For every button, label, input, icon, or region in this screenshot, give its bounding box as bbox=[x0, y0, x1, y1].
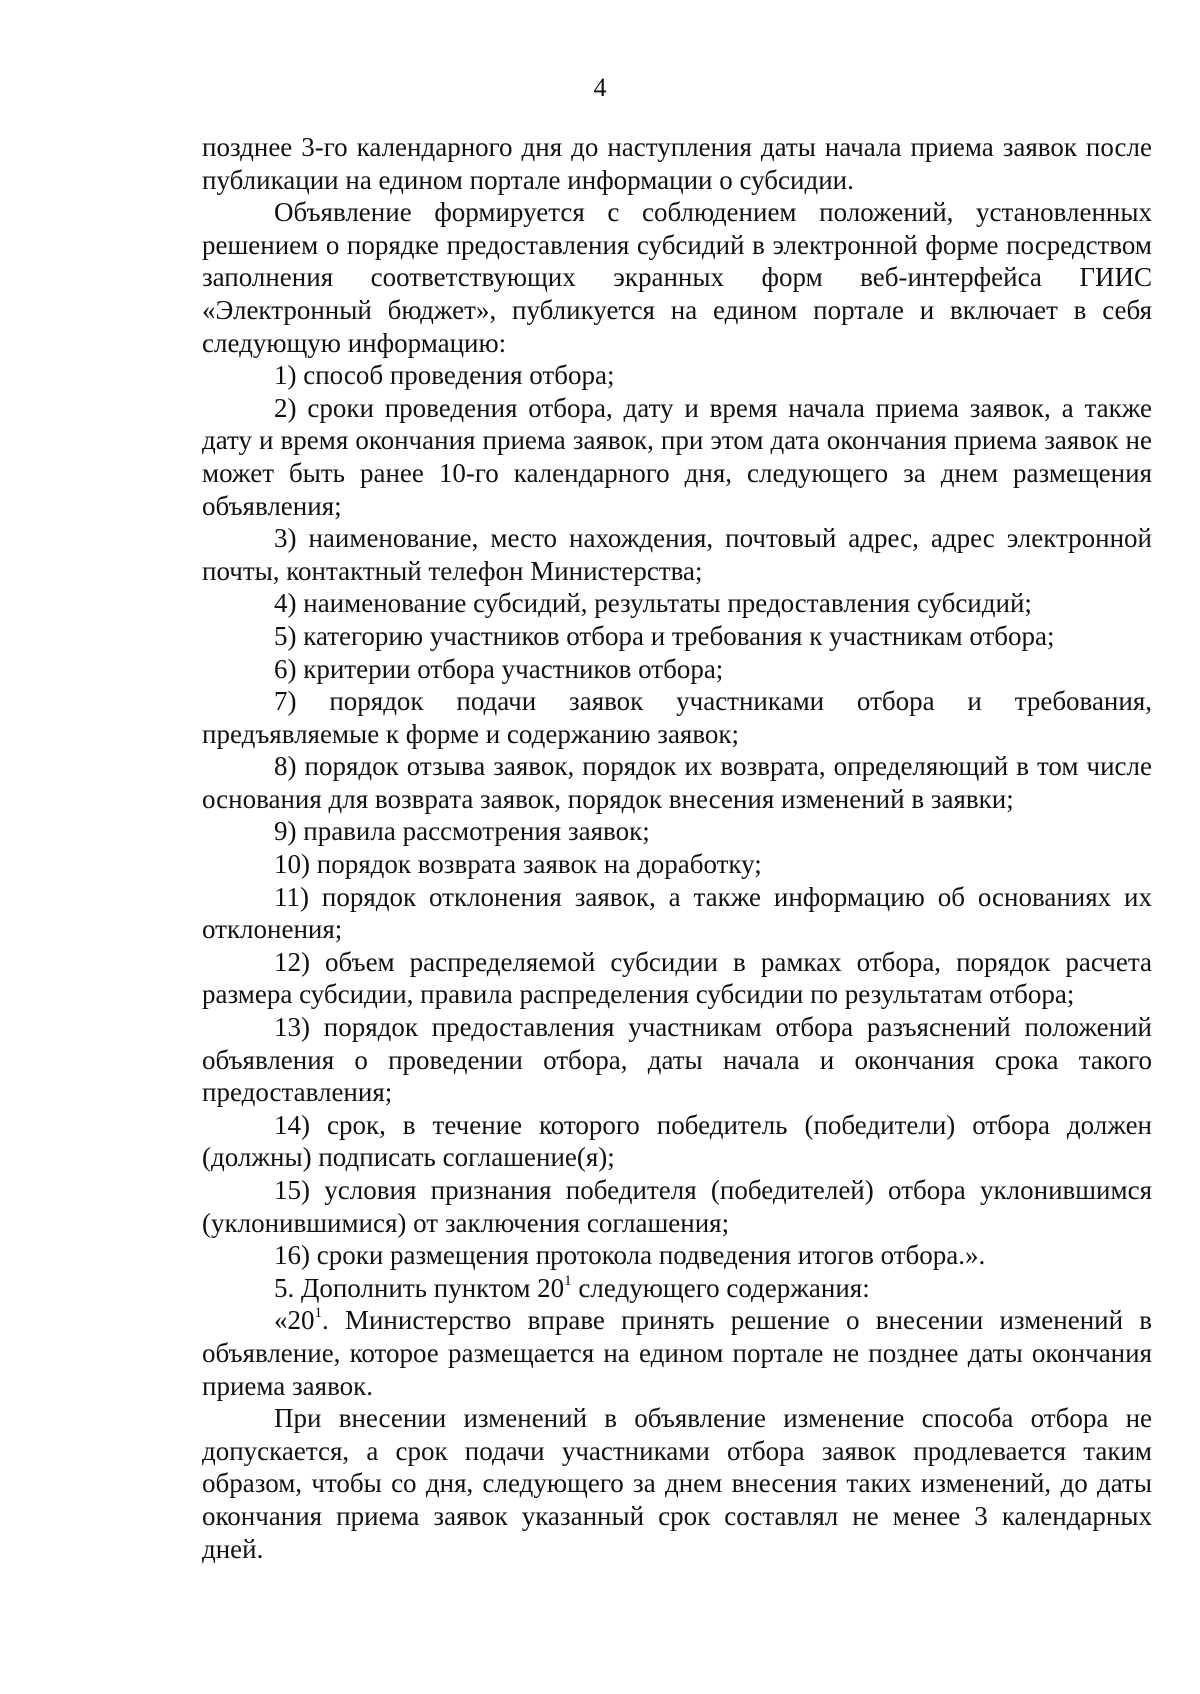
list-item: 4) наименование субсидий, результаты предоставления субсидий; bbox=[274, 588, 1032, 619]
paragraph: Объявление формируется с соблюдением положений, установленных решением о порядке предоставления субсидий в электронной форме посредством заполнения соответствующих экранных форм веб-интерфейса ГИИС «Электронный бюджет», публикуется на едином портале и включает в себя следующую информацию: bbox=[202, 197, 1152, 358]
list-item: 10) порядок возврата заявок на доработку; bbox=[274, 849, 762, 880]
paragraph: При внесении изменений в объявление изменение способа отбора не допускается, а срок подачи участниками отбора заявок продлевается таким образом, чтобы со дня, следующего за днем внесения таких изменений, до даты окончания приема заявок указанный срок составлял не менее 3 календарных дней. bbox=[202, 1403, 1152, 1564]
list-item: 16) сроки размещения протокола подведения итогов отбора.». bbox=[274, 1240, 986, 1271]
page-number: 4 bbox=[593, 73, 607, 102]
list-item: 9) правила рассмотрения заявок; bbox=[274, 816, 650, 847]
clause-20-1-number: «20 bbox=[274, 1305, 315, 1336]
list-item: 1) способ проведения отбора; bbox=[274, 360, 615, 391]
document-body bbox=[202, 131, 1152, 1565]
list-item: 11) порядок отклонения заявок, а также информацию об основаниях их отклонения; bbox=[202, 881, 1152, 945]
list-item: 13) порядок предоставления участникам отбора разъяснений положений объявления о проведении отбора, даты начала и окончания срока такого предоставления; bbox=[202, 1012, 1152, 1108]
superscript: 1 bbox=[564, 1272, 572, 1289]
superscript: 1 bbox=[314, 1305, 322, 1322]
amendment-item-5 bbox=[202, 1272, 1152, 1305]
clause-20-1 bbox=[202, 1304, 1152, 1402]
list-item: 12) объем распределяемой субсидии в рамках отбора, порядок расчета размера субсидии, правила распределения субсидии по результатам отбора; bbox=[202, 946, 1152, 1010]
list-item: 14) срок, в течение которого победитель (победители) отбора должен (должны) подписать соглашение(я); bbox=[202, 1109, 1152, 1173]
amendment-item-5-tail: следующего содержания: bbox=[571, 1272, 870, 1303]
list-item: 2) сроки проведения отбора, дату и время начала приема заявок, а также дату и время окончания приема заявок, при этом дата окончания приема заявок не может быть ранее 10-го календарного дня, следующего за днем размещения объявления; bbox=[202, 392, 1152, 521]
list-item: 15) условия признания победителя (победителей) отбора уклонившимся (уклонившимися) от заключения соглашения; bbox=[202, 1175, 1152, 1238]
list-item: 7) порядок подачи заявок участниками отбора и требования, предъявляемые к форме и содержанию заявок; bbox=[202, 686, 1152, 749]
list-item: 5) категорию участников отбора и требования к участникам отбора; bbox=[274, 620, 1055, 651]
list-item: 8) порядок отзыва заявок, порядок их возврата, определяющий в том числе основания для возврата заявок, порядок внесения изменений в заявки; bbox=[202, 751, 1152, 814]
list-item: 3) наименование, место нахождения, почтовый адрес, адрес электронной почты, контактный телефон Министерства; bbox=[202, 523, 1152, 586]
clause-20-1-text: . Министерство вправе принять решение о внесении изменений в объявление, которое размещается на едином портале не позднее даты окончания приема заявок. bbox=[202, 1305, 1152, 1401]
list-item: 6) критерии отбора участников отбора; bbox=[274, 653, 724, 684]
amendment-item-5-text: 5. Дополнить пунктом 20 bbox=[274, 1272, 565, 1303]
paragraph: позднее 3-го календарного дня до наступления даты начала приема заявок после публикации на едином портале информации о субсидии. bbox=[202, 132, 1152, 195]
